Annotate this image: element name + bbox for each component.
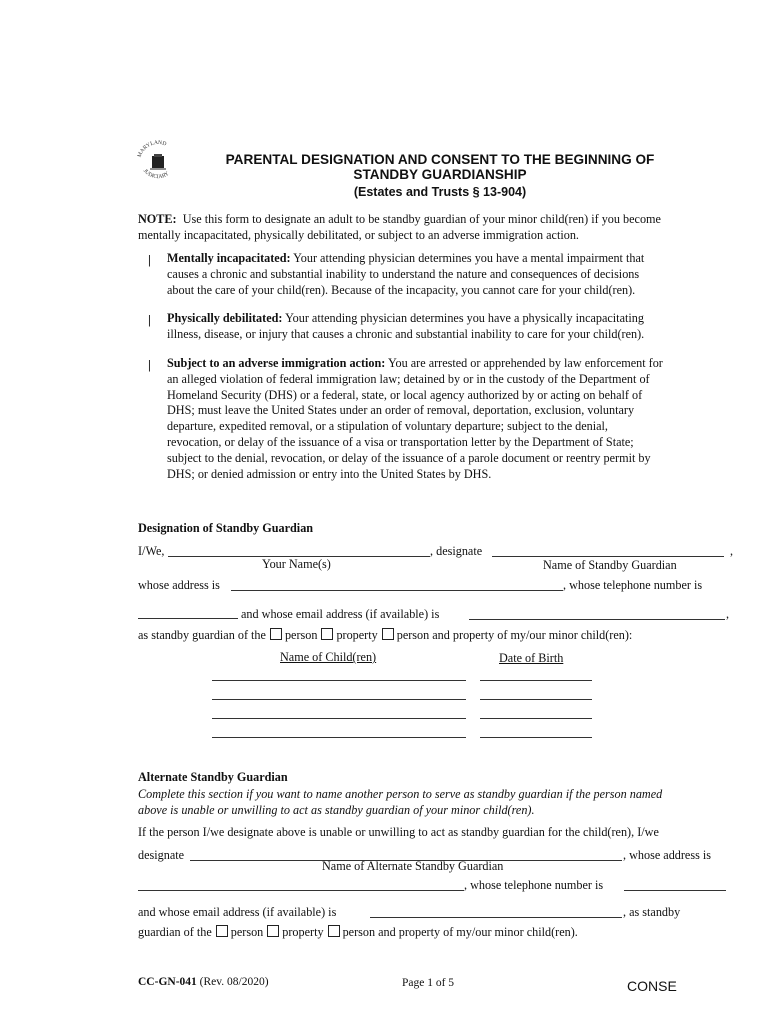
guardian-name-label: Name of Standby Guardian: [543, 558, 677, 572]
title-line2: STANDBY GUARDIANSHIP: [353, 167, 527, 182]
alternate-guardian-phone-field[interactable]: [624, 890, 726, 891]
alternate-person-and-property-checkbox[interactable]: [328, 925, 340, 937]
seal-top-text: MARYLAND: [136, 139, 168, 159]
bullet-text: subject to the denial, revocation, or delay of the issuance of a parole document or reentry permit by: [167, 450, 651, 465]
stamp-text: CONSE: [627, 978, 677, 994]
guardian-email-field[interactable]: [469, 619, 725, 620]
bullet-mentally-incapacitated: [167, 251, 747, 298]
standby-guardian-name-field[interactable]: [492, 556, 724, 557]
bullet-text: DHS; must leave the United States under an order of removal, deportation, exclusion, voluntary: [167, 403, 635, 418]
address-prefix: whose address is: [138, 578, 220, 592]
bullet-text: Your attending physician determines you have a physically incapacitating: [285, 311, 644, 325]
person-and-property-checkbox[interactable]: [382, 628, 394, 640]
bullet-term: Mentally incapacitated:: [167, 251, 291, 265]
svg-text:JUDICIARY: [142, 168, 170, 180]
alternate-email-text: and whose email address (if available) is: [138, 905, 337, 919]
child-name-field[interactable]: [212, 699, 466, 700]
alternate-guardian-email-field[interactable]: [370, 917, 622, 918]
alternate-guardian-of-text: guardian of the: [138, 925, 212, 939]
court-seal: [132, 136, 184, 188]
bullet-text: DHS; or denied admission or entry into the United States by DHS.: [167, 466, 492, 481]
bullet-marker: |: [148, 252, 151, 267]
child-name-field[interactable]: [212, 718, 466, 719]
guardian-phone-field[interactable]: [138, 618, 238, 619]
page-title: [200, 152, 680, 200]
designate-text: , designate: [430, 544, 483, 558]
comma: ,: [726, 607, 730, 621]
child-name-field[interactable]: [212, 737, 466, 738]
form-code: [138, 976, 269, 988]
bullet-marker: |: [148, 357, 151, 372]
bullet-marker: |: [148, 312, 151, 327]
alternate-designate-text: designate: [138, 848, 185, 862]
alternate-phone-text: , whose telephone number is: [464, 878, 604, 892]
alternate-property-option-label: property: [282, 925, 324, 939]
alternate-person-checkbox[interactable]: [216, 925, 228, 937]
alternate-guardian-of-row: [138, 925, 578, 940]
note-line1: Use this form to designate an adult to be standby guardian of your minor child(ren) if you become: [182, 212, 661, 226]
alternate-person-and-property-option-label: person and property of my/our minor child(ren).: [342, 925, 578, 939]
your-names-label: Your Name(s): [262, 557, 331, 571]
bullet-text: You are arrested or apprehended by law enforcement for: [387, 356, 663, 370]
bullet-text: an alleged violation of federal immigration law; detained by or in the custody of the Department of: [167, 371, 650, 386]
bullet-physically-debilitated: [167, 311, 747, 343]
bullet-text: Your attending physician determines you have a mental impairment that: [293, 251, 645, 265]
bullet-text: departure, expedited removal, or a stipulation of voluntary departure; subject to the denial,: [167, 419, 608, 434]
alternate-instruction-line1: Complete this section if you want to name another person to serve as standby guardian if the person named: [138, 787, 663, 801]
alternate-line1: If the person I/we designate above is unable or unwilling to act as standby guardian for the child(ren), I/we: [138, 825, 659, 839]
bullet-text: about the care of your child(ren). Because of the incapacity, you cannot care for your child(ren).: [167, 282, 636, 297]
property-checkbox[interactable]: [321, 628, 333, 640]
title-line1: PARENTAL DESIGNATION AND CONSENT TO THE BEGINNING OF: [225, 152, 655, 167]
seal-bottom-text: JUDICIARY: [141, 168, 171, 181]
alternate-property-checkbox[interactable]: [267, 925, 279, 937]
alternate-instruction-line2: above is unable or unwilling to act as standby guardian of your minor child(ren).: [138, 803, 535, 817]
guardian-of-row: [138, 628, 632, 643]
note-label: NOTE:: [138, 212, 177, 226]
alternate-person-option-label: person: [230, 925, 264, 939]
property-option-label: property: [336, 628, 378, 642]
form-revision: (Rev. 08/2020): [199, 976, 269, 988]
email-text: and whose email address (if available) is: [241, 607, 440, 621]
bullet-term: Physically debilitated:: [167, 311, 283, 325]
child-dob-field[interactable]: [480, 699, 592, 700]
note: [138, 212, 738, 244]
title-subtitle: (Estates and Trusts § 13-904): [353, 185, 527, 199]
bullet-text: Homeland Security (DHS) or a federal, state, or local agency authorized by or acting on behalf of: [167, 387, 643, 402]
bullet-text: illness, disease, or injury that causes a chronic and substantial inability to care for your child(ren).: [167, 326, 645, 341]
person-checkbox[interactable]: [270, 628, 282, 640]
alternate-address-suffix: , whose address is: [623, 848, 712, 862]
person-and-property-option-label: person and property of my/our minor child(ren):: [396, 628, 633, 642]
date-of-birth-column-header: Date of Birth: [499, 651, 564, 665]
designation-heading: Designation of Standby Guardian: [138, 521, 314, 535]
alternate-guardian-address-field[interactable]: [138, 890, 464, 891]
bullet-text: causes a chronic and substantial inability to understand the nature and consequences of decisions: [167, 266, 640, 281]
child-dob-field[interactable]: [480, 680, 592, 681]
bullet-immigration-action: [167, 356, 747, 482]
alternate-guardian-name-label: Name of Alternate Standby Guardian: [322, 859, 504, 873]
alternate-as-standby-text: , as standby: [623, 905, 681, 919]
child-name-field[interactable]: [212, 680, 466, 681]
child-dob-field[interactable]: [480, 737, 592, 738]
form-code-id: CC-GN-041: [138, 976, 197, 988]
child-name-column-header: Name of Child(ren): [280, 650, 377, 664]
phone-suffix: , whose telephone number is: [563, 578, 703, 592]
guardian-address-field[interactable]: [231, 590, 563, 591]
note-line2: mentally incapacitated, physically debilitated, or subject to an adverse immigration action.: [138, 227, 579, 242]
comma: ,: [730, 544, 734, 558]
child-dob-field[interactable]: [480, 718, 592, 719]
iwe-label: I/We,: [138, 544, 165, 558]
svg-text:MARYLAND: [137, 140, 167, 158]
bullet-text: revocation, or delay of the issuance of a visa or transportation letter by the Department of State;: [167, 434, 634, 449]
person-option-label: person: [284, 628, 318, 642]
seal-icon: [132, 136, 184, 188]
alternate-heading: Alternate Standby Guardian: [138, 770, 288, 784]
page-number: Page 1 of 5: [402, 977, 455, 989]
as-guardian-text: as standby guardian of the: [138, 628, 266, 642]
bullet-term: Subject to an adverse immigration action:: [167, 356, 386, 370]
